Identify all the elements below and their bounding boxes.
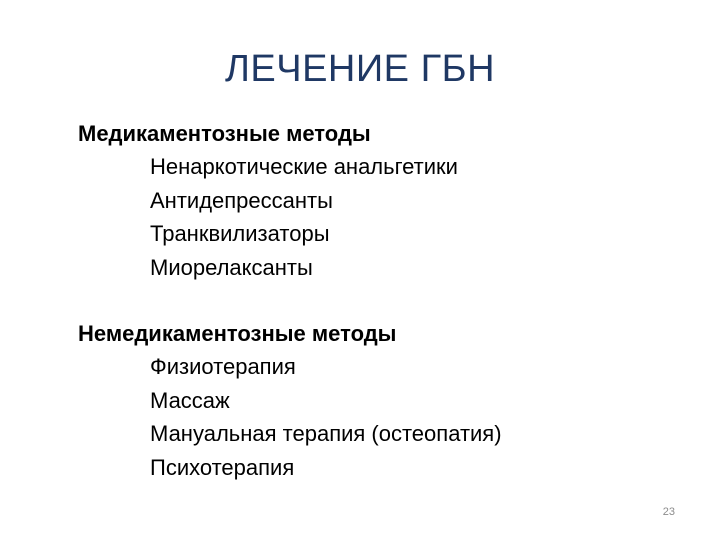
section-medication [78, 118, 698, 284]
list-item: Антидепрессанты [150, 187, 333, 213]
list-item: Мануальная терапия (остеопатия) [150, 421, 502, 446]
list-item: Ненаркотические анальгетики [150, 154, 458, 179]
list-item: Массаж [150, 387, 230, 413]
slide-title: ЛЕЧЕНИЕ ГБН [224, 48, 496, 90]
item-list [78, 150, 698, 284]
section-heading: Медикаментозные методы [78, 121, 371, 146]
section-heading: Немедикаментозные методы [78, 321, 397, 346]
list-item: Миорелаксанты [150, 254, 313, 280]
list-item: Транквилизаторы [150, 221, 330, 246]
page-number: 23 [662, 506, 675, 518]
section-non-medication [78, 318, 698, 484]
list-item: Психотерапия [150, 454, 295, 480]
list-item: Физиотерапия [150, 354, 296, 379]
item-list [78, 350, 698, 484]
